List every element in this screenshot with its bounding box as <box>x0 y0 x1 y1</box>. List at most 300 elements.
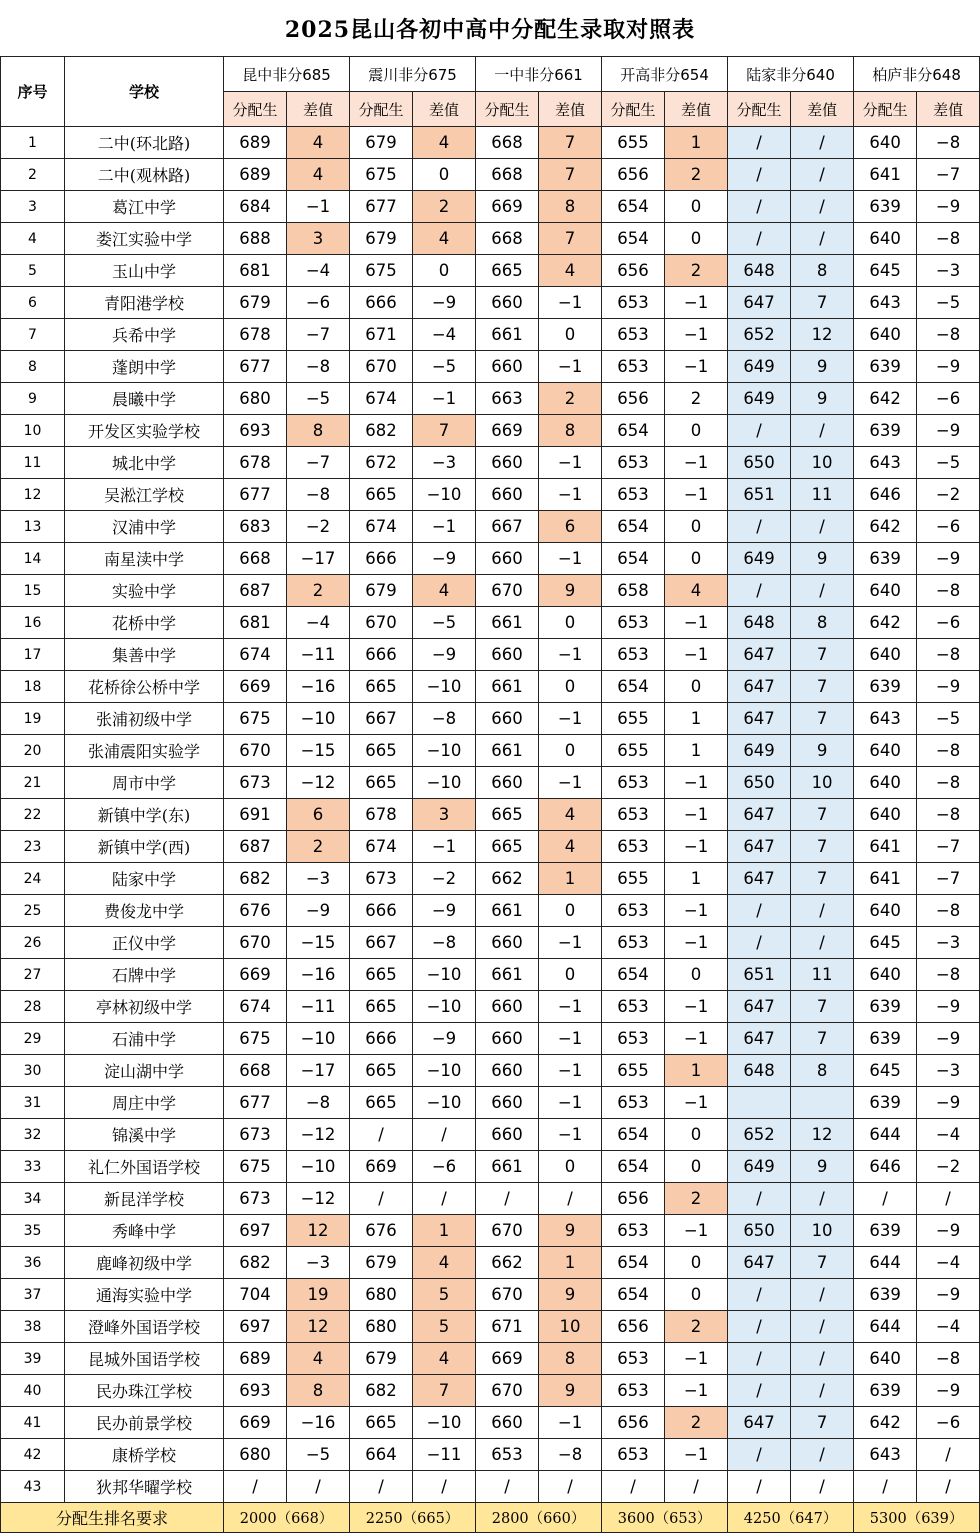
diff-cell: / <box>665 1471 728 1503</box>
diff-cell: 7 <box>791 1407 854 1439</box>
diff-cell: / <box>917 1471 980 1503</box>
diff-cell: 4 <box>413 575 476 607</box>
diff-cell: / <box>791 191 854 223</box>
diff-cell: −1 <box>539 639 602 671</box>
diff-cell: 0 <box>665 1279 728 1311</box>
diff-cell: −8 <box>917 767 980 799</box>
table-row <box>1 415 980 447</box>
alloc-score-cell: 642 <box>854 1407 917 1439</box>
alloc-score-cell: 653 <box>602 927 665 959</box>
diff-cell: −4 <box>287 255 350 287</box>
diff-cell: −1 <box>665 1375 728 1407</box>
diff-cell: −8 <box>917 1343 980 1375</box>
table-row <box>1 1023 980 1055</box>
alloc-score-cell: 704 <box>224 1279 287 1311</box>
alloc-score-cell: 643 <box>854 1439 917 1471</box>
school-name: 澄峰外国语学校 <box>65 1311 224 1343</box>
diff-cell: 4 <box>287 1343 350 1375</box>
alloc-score-cell: 640 <box>854 1343 917 1375</box>
diff-cell: −1 <box>665 319 728 351</box>
row-number: 19 <box>1 703 65 735</box>
diff-cell: 6 <box>539 511 602 543</box>
diff-cell: −9 <box>917 1023 980 1055</box>
diff-cell: 3 <box>287 223 350 255</box>
row-number: 7 <box>1 319 65 351</box>
alloc-score-cell: 677 <box>350 191 413 223</box>
table-row <box>1 159 980 191</box>
alloc-score-cell: 671 <box>350 319 413 351</box>
alloc-score-cell: 653 <box>602 831 665 863</box>
diff-cell: −1 <box>665 607 728 639</box>
alloc-score-cell: 669 <box>224 671 287 703</box>
diff-cell: 1 <box>539 1247 602 1279</box>
alloc-score-cell: 669 <box>350 1151 413 1183</box>
diff-cell: −5 <box>917 287 980 319</box>
diff-cell: 1 <box>665 1055 728 1087</box>
school-name: 花桥徐公桥中学 <box>65 671 224 703</box>
table-row <box>1 191 980 223</box>
alloc-score-cell: 642 <box>854 607 917 639</box>
row-number: 34 <box>1 1183 65 1215</box>
diff-cell: −8 <box>287 479 350 511</box>
alloc-score-cell: 679 <box>350 1343 413 1375</box>
school-name: 周庄中学 <box>65 1087 224 1119</box>
diff-cell: −9 <box>917 415 980 447</box>
school-name: 周市中学 <box>65 767 224 799</box>
diff-cell: 7 <box>539 223 602 255</box>
alloc-score-cell: 669 <box>476 415 539 447</box>
diff-cell: −1 <box>665 831 728 863</box>
diff-cell: −1 <box>665 1439 728 1471</box>
diff-cell: −10 <box>413 735 476 767</box>
alloc-score-cell: 675 <box>224 703 287 735</box>
diff-cell: −12 <box>287 767 350 799</box>
alloc-score-cell: 665 <box>476 831 539 863</box>
school-name: 亭林初级中学 <box>65 991 224 1023</box>
alloc-score-cell: 655 <box>602 735 665 767</box>
table-row <box>1 575 980 607</box>
alloc-score-cell: 647 <box>728 1407 791 1439</box>
alloc-score-cell: 648 <box>728 255 791 287</box>
alloc-score-cell: 668 <box>476 159 539 191</box>
alloc-score-cell: 655 <box>602 703 665 735</box>
diff-cell: 0 <box>539 735 602 767</box>
row-number: 4 <box>1 223 65 255</box>
alloc-score-cell: 647 <box>728 991 791 1023</box>
diff-cell: 0 <box>539 319 602 351</box>
header-group-yizhong: 一中非分661 <box>476 57 602 92</box>
alloc-score-cell: 640 <box>854 959 917 991</box>
school-name: 秀峰中学 <box>65 1215 224 1247</box>
diff-cell: 5 <box>413 1311 476 1343</box>
diff-cell: −15 <box>287 927 350 959</box>
alloc-score-cell: 678 <box>350 799 413 831</box>
diff-cell: 7 <box>791 287 854 319</box>
diff-cell: −1 <box>413 383 476 415</box>
alloc-score-cell: 693 <box>224 1375 287 1407</box>
diff-cell: 8 <box>539 191 602 223</box>
school-name: 礼仁外国语学校 <box>65 1151 224 1183</box>
alloc-score-cell: 647 <box>728 1023 791 1055</box>
table-row <box>1 1279 980 1311</box>
diff-cell: 4 <box>287 127 350 159</box>
alloc-score-cell: 680 <box>224 383 287 415</box>
row-number: 14 <box>1 543 65 575</box>
diff-cell: 8 <box>539 415 602 447</box>
diff-cell: −1 <box>665 927 728 959</box>
alloc-score-cell: 639 <box>854 1023 917 1055</box>
alloc-score-cell: 647 <box>728 671 791 703</box>
school-name: 陆家中学 <box>65 863 224 895</box>
alloc-score-cell: 666 <box>350 1023 413 1055</box>
diff-cell: −11 <box>287 991 350 1023</box>
alloc-score-cell: 666 <box>350 895 413 927</box>
diff-cell: −1 <box>539 447 602 479</box>
diff-cell: −11 <box>287 639 350 671</box>
alloc-score-cell: 660 <box>476 1055 539 1087</box>
diff-cell: / <box>791 1471 854 1503</box>
alloc-score-cell: 654 <box>602 959 665 991</box>
diff-cell: −9 <box>413 895 476 927</box>
alloc-score-cell: 665 <box>476 799 539 831</box>
diff-cell: −15 <box>287 735 350 767</box>
alloc-score-cell: 649 <box>728 543 791 575</box>
diff-cell: 0 <box>665 959 728 991</box>
diff-cell: −9 <box>287 895 350 927</box>
diff-cell: / <box>791 159 854 191</box>
alloc-score-cell: 653 <box>602 351 665 383</box>
alloc-score-cell: 683 <box>224 511 287 543</box>
alloc-score-cell: 670 <box>224 927 287 959</box>
diff-cell: −9 <box>917 991 980 1023</box>
alloc-score-cell: 679 <box>224 287 287 319</box>
diff-cell: −16 <box>287 959 350 991</box>
alloc-score-cell: 660 <box>476 703 539 735</box>
table-row <box>1 607 980 639</box>
table-row <box>1 1247 980 1279</box>
alloc-score-cell: 656 <box>602 1183 665 1215</box>
alloc-score-cell: 674 <box>350 831 413 863</box>
alloc-score-cell: / <box>728 511 791 543</box>
table-row <box>1 1471 980 1503</box>
diff-cell: −3 <box>917 255 980 287</box>
row-number: 41 <box>1 1407 65 1439</box>
alloc-score-cell: 655 <box>602 863 665 895</box>
school-name: 集善中学 <box>65 639 224 671</box>
diff-cell: −8 <box>287 1087 350 1119</box>
alloc-score-cell: 646 <box>854 479 917 511</box>
diff-cell: −8 <box>917 799 980 831</box>
diff-cell: 4 <box>539 255 602 287</box>
diff-cell <box>791 1087 854 1119</box>
alloc-score-cell: 670 <box>224 735 287 767</box>
diff-cell: 7 <box>791 991 854 1023</box>
alloc-score-cell: 675 <box>224 1151 287 1183</box>
table-body <box>1 127 980 1503</box>
diff-cell: 7 <box>539 159 602 191</box>
alloc-score-cell: 642 <box>854 383 917 415</box>
alloc-score-cell: 653 <box>602 319 665 351</box>
alloc-score-cell: 675 <box>350 255 413 287</box>
alloc-score-cell: 660 <box>476 639 539 671</box>
alloc-score-cell: 671 <box>476 1311 539 1343</box>
alloc-score-cell: 665 <box>350 1055 413 1087</box>
school-name: 淀山湖中学 <box>65 1055 224 1087</box>
diff-cell: −16 <box>287 1407 350 1439</box>
alloc-score-cell: 681 <box>224 255 287 287</box>
alloc-score-cell: 689 <box>224 159 287 191</box>
diff-cell: 3 <box>413 799 476 831</box>
alloc-score-cell: 647 <box>728 703 791 735</box>
diff-cell: 8 <box>287 415 350 447</box>
alloc-score-cell: 655 <box>602 127 665 159</box>
diff-cell: 12 <box>791 319 854 351</box>
alloc-score-cell: 677 <box>224 1087 287 1119</box>
alloc-score-cell: 640 <box>854 639 917 671</box>
alloc-score-cell: 682 <box>350 415 413 447</box>
diff-cell: / <box>917 1183 980 1215</box>
diff-cell: −3 <box>287 863 350 895</box>
table-row <box>1 767 980 799</box>
diff-cell: −1 <box>665 287 728 319</box>
row-number: 12 <box>1 479 65 511</box>
alloc-score-cell: 670 <box>476 1215 539 1247</box>
alloc-score-cell: / <box>224 1471 287 1503</box>
row-number: 40 <box>1 1375 65 1407</box>
diff-cell: 0 <box>665 1151 728 1183</box>
diff-cell: −10 <box>413 1087 476 1119</box>
school-name: 鹿峰初级中学 <box>65 1247 224 1279</box>
row-number: 2 <box>1 159 65 191</box>
alloc-score-cell: 684 <box>224 191 287 223</box>
alloc-score-cell: / <box>728 415 791 447</box>
diff-cell: 7 <box>791 671 854 703</box>
header-group-bailu: 柏庐非分648 <box>854 57 980 92</box>
alloc-score-cell: / <box>602 1471 665 1503</box>
footer-value: 4250（647） <box>728 1503 854 1533</box>
diff-cell: 8 <box>791 607 854 639</box>
diff-cell: 9 <box>791 543 854 575</box>
diff-cell: −17 <box>287 543 350 575</box>
alloc-score-cell: 666 <box>350 287 413 319</box>
header-alloc: 分配生 <box>854 92 917 127</box>
diff-cell: −3 <box>287 1247 350 1279</box>
alloc-score-cell: 680 <box>350 1311 413 1343</box>
diff-cell: / <box>413 1183 476 1215</box>
table-row <box>1 1375 980 1407</box>
school-name: 兵希中学 <box>65 319 224 351</box>
diff-cell: 4 <box>413 223 476 255</box>
alloc-score-cell: 639 <box>854 1215 917 1247</box>
alloc-score-cell: 653 <box>602 1087 665 1119</box>
row-number: 18 <box>1 671 65 703</box>
diff-cell: −6 <box>413 1151 476 1183</box>
alloc-score-cell: / <box>350 1119 413 1151</box>
alloc-score-cell: / <box>728 1439 791 1471</box>
diff-cell: −5 <box>287 1439 350 1471</box>
alloc-score-cell: 687 <box>224 575 287 607</box>
school-name: 康桥学校 <box>65 1439 224 1471</box>
alloc-score-cell: 673 <box>224 767 287 799</box>
diff-cell: −2 <box>917 1151 980 1183</box>
footer-value: 3600（653） <box>602 1503 728 1533</box>
diff-cell: 9 <box>791 383 854 415</box>
alloc-score-cell: 653 <box>602 1215 665 1247</box>
alloc-score-cell: 670 <box>350 351 413 383</box>
diff-cell: 7 <box>413 1375 476 1407</box>
diff-cell: 0 <box>413 159 476 191</box>
diff-cell: 0 <box>665 191 728 223</box>
diff-cell: 0 <box>665 1119 728 1151</box>
diff-cell: 1 <box>665 703 728 735</box>
diff-cell: −2 <box>287 511 350 543</box>
diff-cell: −7 <box>287 447 350 479</box>
diff-cell: 7 <box>413 415 476 447</box>
alloc-score-cell: 661 <box>476 607 539 639</box>
alloc-score-cell: 680 <box>350 1279 413 1311</box>
table-row <box>1 703 980 735</box>
diff-cell: −5 <box>917 703 980 735</box>
alloc-score-cell: 673 <box>350 863 413 895</box>
diff-cell: 4 <box>287 159 350 191</box>
school-name: 娄江实验中学 <box>65 223 224 255</box>
row-number: 26 <box>1 927 65 959</box>
alloc-score-cell: 669 <box>476 191 539 223</box>
alloc-score-cell: 668 <box>476 127 539 159</box>
diff-cell: 4 <box>539 831 602 863</box>
diff-cell: −6 <box>917 607 980 639</box>
diff-cell: −8 <box>917 735 980 767</box>
diff-cell: 0 <box>665 1247 728 1279</box>
diff-cell: / <box>791 1375 854 1407</box>
school-name: 费俊龙中学 <box>65 895 224 927</box>
diff-cell: −8 <box>917 127 980 159</box>
diff-cell: / <box>791 895 854 927</box>
diff-cell: / <box>791 1183 854 1215</box>
row-number: 11 <box>1 447 65 479</box>
diff-cell: 8 <box>791 255 854 287</box>
row-number: 31 <box>1 1087 65 1119</box>
alloc-score-cell: 639 <box>854 415 917 447</box>
alloc-score-cell: 661 <box>476 895 539 927</box>
diff-cell: 2 <box>665 1183 728 1215</box>
alloc-score-cell: 650 <box>728 1215 791 1247</box>
row-number: 20 <box>1 735 65 767</box>
table-row <box>1 351 980 383</box>
diff-cell: −5 <box>917 447 980 479</box>
row-number: 29 <box>1 1023 65 1055</box>
alloc-score-cell: / <box>728 223 791 255</box>
diff-cell: 0 <box>539 671 602 703</box>
alloc-score-cell: 641 <box>854 863 917 895</box>
alloc-score-cell: 687 <box>224 831 287 863</box>
alloc-score-cell: 654 <box>602 223 665 255</box>
diff-cell: −6 <box>917 1407 980 1439</box>
diff-cell: −1 <box>413 831 476 863</box>
alloc-score-cell: 697 <box>224 1215 287 1247</box>
diff-cell: −10 <box>413 671 476 703</box>
alloc-score-cell: 682 <box>350 1375 413 1407</box>
diff-cell: 2 <box>539 383 602 415</box>
diff-cell: 2 <box>665 1407 728 1439</box>
table-row <box>1 127 980 159</box>
alloc-score-cell: 674 <box>224 639 287 671</box>
alloc-score-cell: 660 <box>476 1119 539 1151</box>
row-number: 39 <box>1 1343 65 1375</box>
diff-cell: −8 <box>539 1439 602 1471</box>
table-row <box>1 831 980 863</box>
alloc-score-cell: 647 <box>728 863 791 895</box>
header-alloc: 分配生 <box>224 92 287 127</box>
alloc-score-cell: 682 <box>224 863 287 895</box>
row-number: 22 <box>1 799 65 831</box>
alloc-score-cell: 649 <box>728 735 791 767</box>
diff-cell: −10 <box>287 1151 350 1183</box>
alloc-score-cell: 660 <box>476 447 539 479</box>
diff-cell: −4 <box>917 1119 980 1151</box>
alloc-score-cell: / <box>350 1183 413 1215</box>
alloc-score-cell: 642 <box>854 511 917 543</box>
alloc-score-cell: 661 <box>476 1151 539 1183</box>
row-number: 5 <box>1 255 65 287</box>
school-name: 城北中学 <box>65 447 224 479</box>
alloc-score-cell: 648 <box>728 1055 791 1087</box>
alloc-score-cell: 653 <box>602 1439 665 1471</box>
alloc-score-cell: 667 <box>476 511 539 543</box>
diff-cell: −3 <box>917 1055 980 1087</box>
alloc-score-cell: 656 <box>602 1407 665 1439</box>
alloc-score-cell: 649 <box>728 351 791 383</box>
diff-cell: 11 <box>791 959 854 991</box>
diff-cell: −10 <box>413 1407 476 1439</box>
alloc-score-cell: 653 <box>602 895 665 927</box>
diff-cell: −16 <box>287 671 350 703</box>
table-row <box>1 1055 980 1087</box>
table-row <box>1 1151 980 1183</box>
school-name: 葛江中学 <box>65 191 224 223</box>
alloc-score-cell: 660 <box>476 479 539 511</box>
alloc-score-cell: 654 <box>602 1119 665 1151</box>
alloc-score-cell: / <box>728 927 791 959</box>
diff-cell: 4 <box>665 575 728 607</box>
alloc-score-cell: 646 <box>854 1151 917 1183</box>
alloc-score-cell: 660 <box>476 1407 539 1439</box>
alloc-score-cell: 648 <box>728 607 791 639</box>
diff-cell: −8 <box>287 351 350 383</box>
diff-cell: / <box>413 1471 476 1503</box>
alloc-score-cell: 693 <box>224 415 287 447</box>
header-row-groups <box>1 57 980 92</box>
diff-cell: 0 <box>665 511 728 543</box>
table-row <box>1 447 980 479</box>
diff-cell: −1 <box>539 1055 602 1087</box>
alloc-score-cell: / <box>728 1375 791 1407</box>
alloc-score-cell: 654 <box>602 671 665 703</box>
alloc-score-cell: 654 <box>602 1151 665 1183</box>
header-diff: 差值 <box>917 92 980 127</box>
diff-cell: 12 <box>287 1311 350 1343</box>
diff-cell: / <box>791 1279 854 1311</box>
diff-cell: / <box>791 511 854 543</box>
alloc-score-cell: 679 <box>350 127 413 159</box>
alloc-score-cell: 661 <box>476 671 539 703</box>
school-name: 锦溪中学 <box>65 1119 224 1151</box>
alloc-score-cell: 653 <box>602 479 665 511</box>
alloc-score-cell: 640 <box>854 767 917 799</box>
alloc-score-cell: 688 <box>224 223 287 255</box>
diff-cell: −7 <box>287 319 350 351</box>
alloc-score-cell: 665 <box>350 959 413 991</box>
